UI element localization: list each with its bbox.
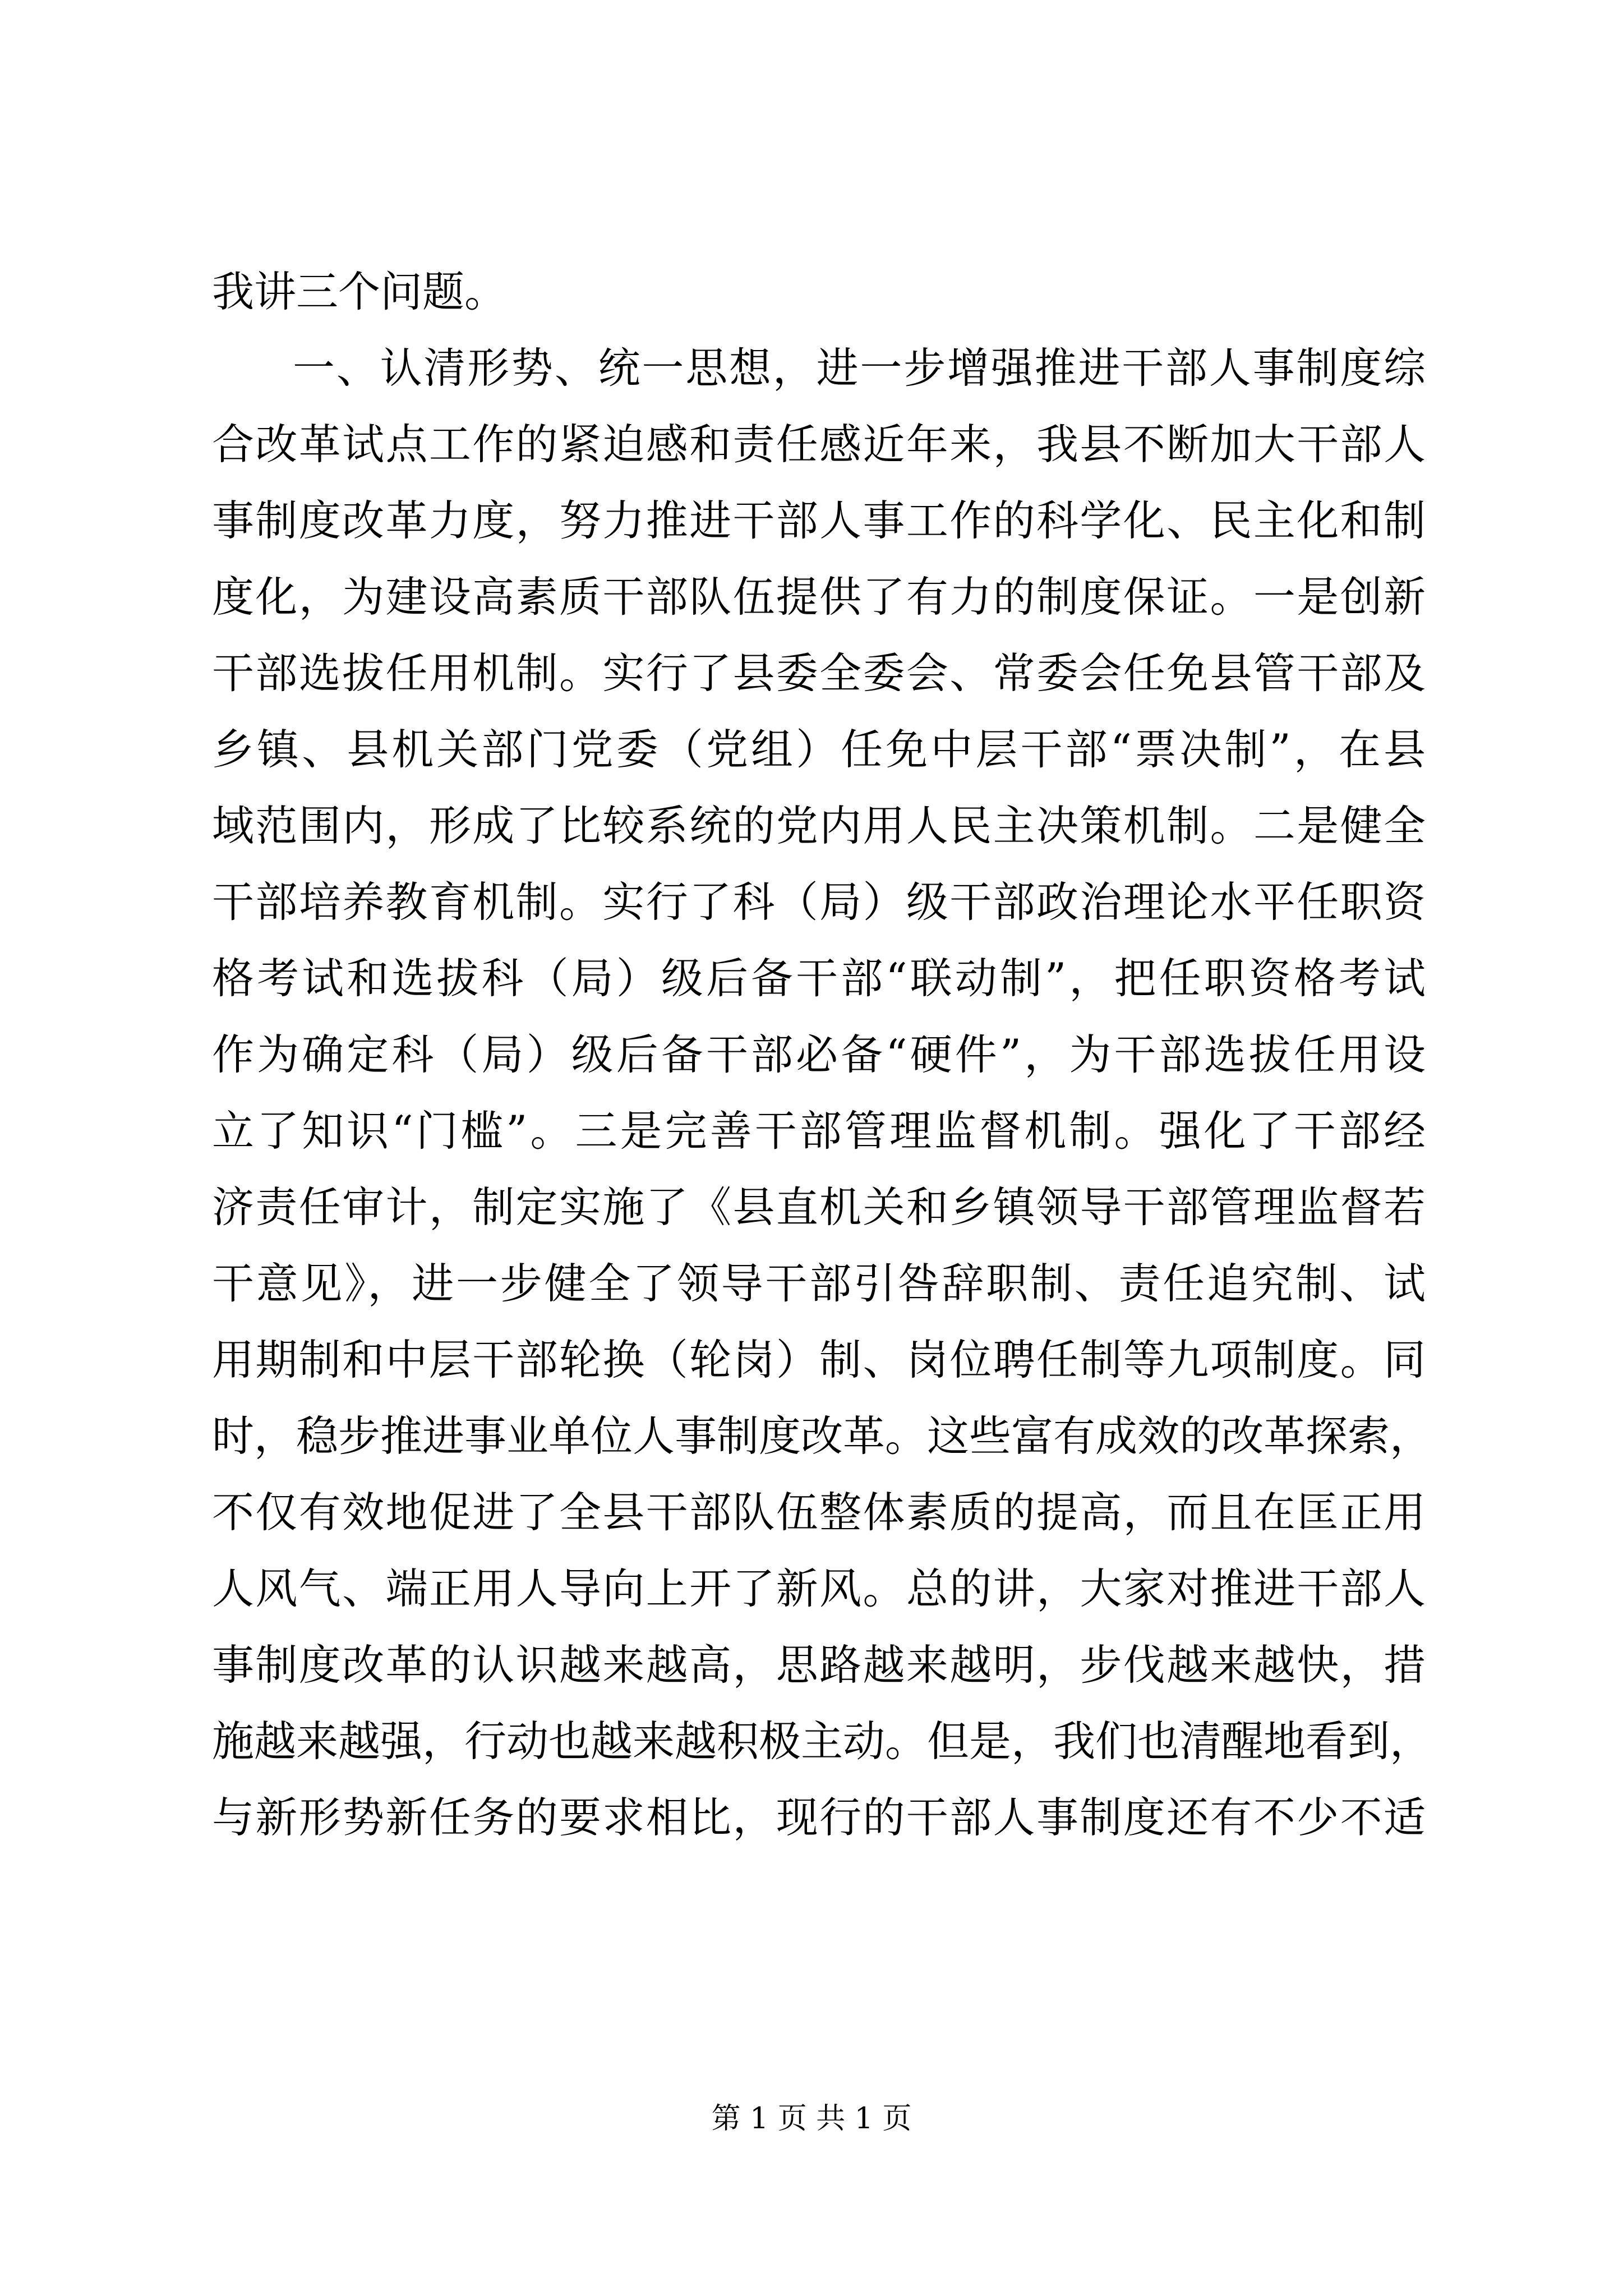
text-line: 作为确定科（局）级后备干部必备“硬件”，为干部选拔任用设: [212, 1030, 1426, 1079]
text-line: 时，稳步推进事业单位人事制度改革。这些富有成效的改革探索，: [212, 1411, 1432, 1461]
text-line: 域范围内，形成了比较系统的党内用人民主决策机制。二是健全: [212, 801, 1426, 850]
text-line: 济责任审计，制定实施了《县直机关和乡镇领导干部管理监督若: [212, 1182, 1426, 1232]
text-line: 乡镇、县机关部门党委（党组）任免中层干部“票决制”，在县: [212, 725, 1426, 774]
page-number: 第 1 页 共 1 页: [711, 2102, 912, 2136]
text-line: 事制度改革的认识越来越高，思路越来越明，步伐越来越快，措: [212, 1640, 1426, 1690]
text-line: 干部培养教育机制。实行了科（局）级干部政治理论水平任职资: [212, 877, 1426, 927]
text-line: 格考试和选拔科（局）级后备干部“联动制”，把任职资格考试: [212, 954, 1426, 1003]
page-footer: [0, 2099, 1623, 2138]
text-line: 度化，为建设高素质干部队伍提供了有力的制度保证。一是创新: [212, 572, 1426, 622]
text-line: 立了知识“门槛”。三是完善干部管理监督机制。强化了干部经: [212, 1106, 1426, 1156]
text-line: 事制度改革力度，努力推进干部人事工作的科学化、民主化和制: [212, 496, 1426, 545]
text-line: 干意见》，进一步健全了领导干部引咎辞职制、责任追究制、试: [212, 1259, 1426, 1308]
text-line: 干部选拔任用机制。实行了县委全委会、常委会任免县管干部及: [212, 648, 1426, 698]
text-line: 我讲三个问题。: [212, 267, 507, 316]
text-line: 人风气、端正用人导向上开了新风。总的讲，大家对推进干部人: [212, 1564, 1426, 1613]
text-line: 与新形势新任务的要求相比，现行的干部人事制度还有不少不适: [212, 1793, 1426, 1842]
body-text: [212, 254, 1432, 1856]
text-line: 一、认清形势、统一思想，进一步增强推进干部人事制度综: [293, 343, 1426, 393]
text-line: 施越来越强，行动也越来越积极主动。但是，我们也清醒地看到，: [212, 1717, 1432, 1766]
text-line: 用期制和中层干部轮换（轮岗）制、岗位聘任制等九项制度。同: [212, 1335, 1426, 1384]
text-line: 不仅有效地促进了全县干部队伍整体素质的提高，而且在匡正用: [212, 1488, 1426, 1537]
text-line: 合改革试点工作的紧迫感和责任感近年来，我县不断加大干部人: [212, 420, 1426, 469]
